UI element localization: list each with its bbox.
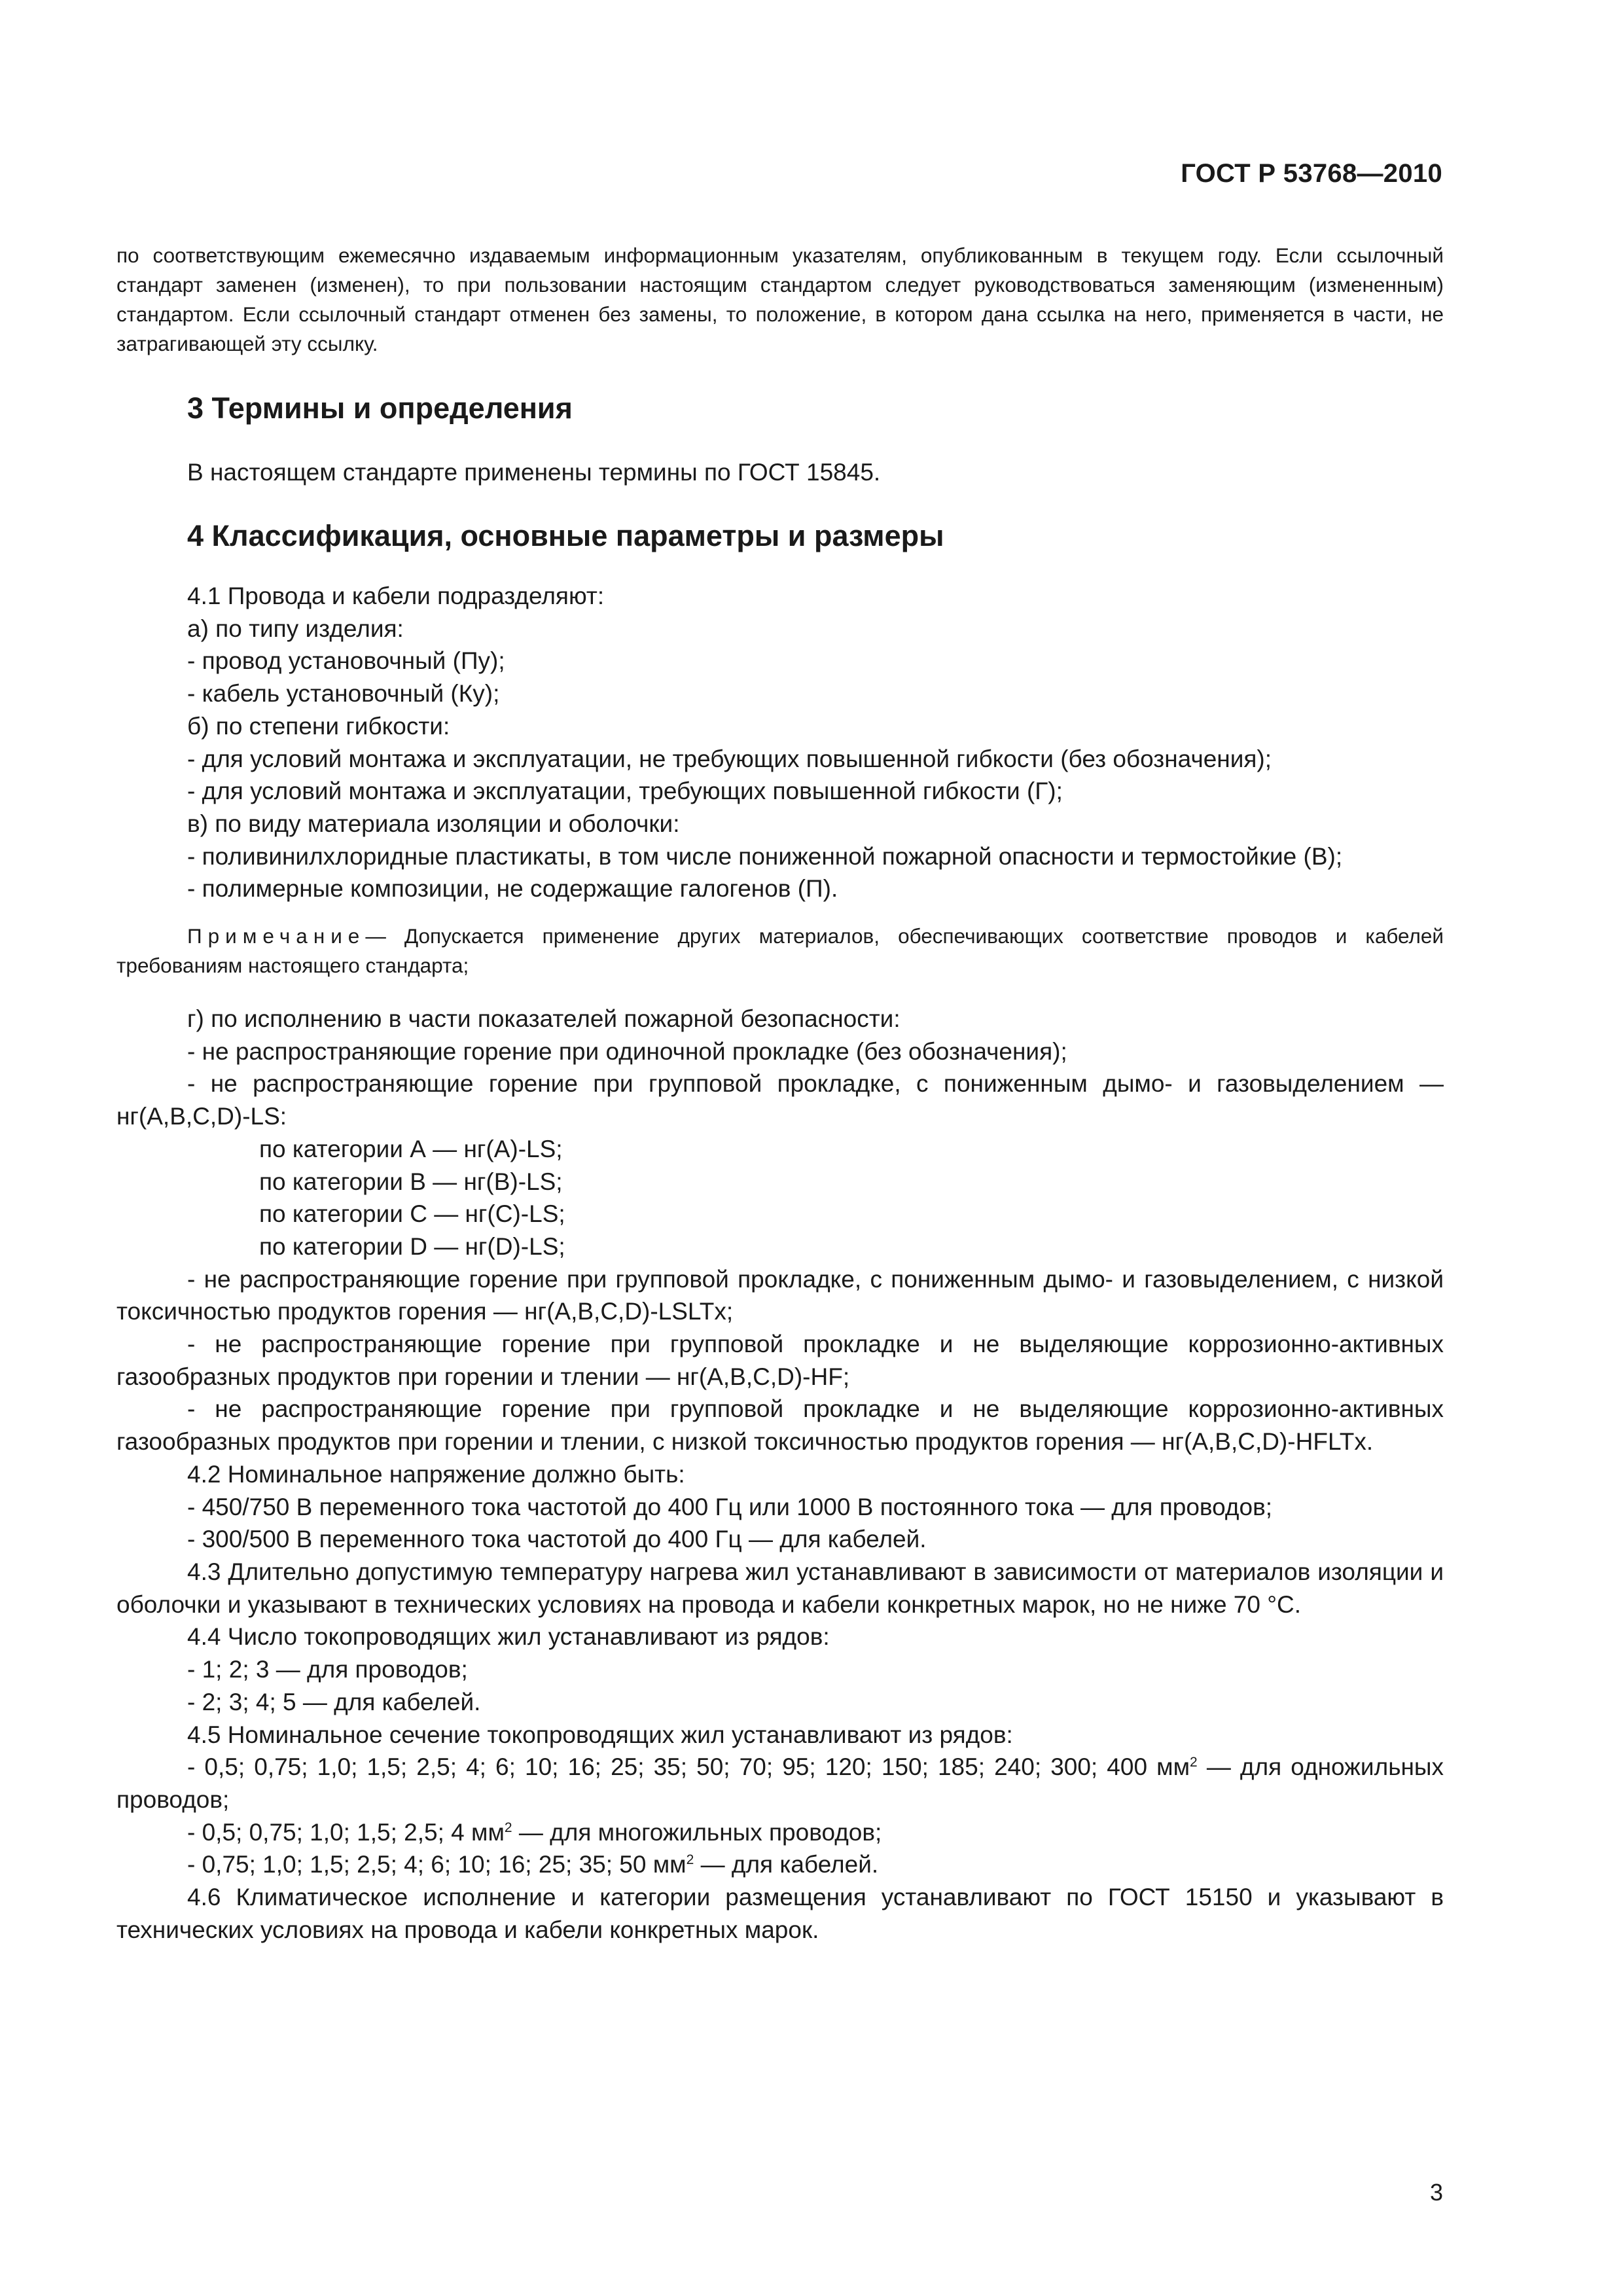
clause-line: - полимерные композиции, не содержащие галогенов (П). (187, 875, 838, 903)
clause-line: 4.4 Число токопроводящих жил устанавливают из рядов: (187, 1623, 830, 1651)
unit-exponent: 2 (504, 1820, 512, 1835)
cross-section-target: — для кабелей. (694, 1851, 879, 1878)
note-text: — Допускается применение других материалов, обеспечивающих соответствие проводов и кабелей требованиям настоящего стандарта; (116, 924, 1444, 978)
cross-section-values: - 0,5; 0,75; 1,0; 1,5; 2,5; 4 мм (187, 1818, 505, 1846)
clause-line: - 1; 2; 3 — для проводов; (187, 1656, 468, 1683)
category-line: по категории C — нг(C)-LS; (259, 1200, 565, 1228)
section-4-title: 4 Классификация, основные параметры и размеры (187, 519, 944, 552)
clause-line: - не распространяющие горение при групповой прокладке и не выделяющие коррозионно-активных газообразных продуктов при горении и тлении, с низкой токсичностью продуктов горения — нг(A,B,C,D)-HFLTx. (116, 1395, 1444, 1456)
clause-line: б) по степени гибкости: (187, 712, 450, 740)
clause-line: а) по типу изделия: (187, 615, 404, 642)
cross-section-values: - 0,75; 1,0; 1,5; 2,5; 4; 6; 10; 16; 25; 35; 50 мм (187, 1851, 687, 1878)
cross-section-row (116, 1751, 1444, 1816)
unit-exponent: 2 (686, 1852, 694, 1868)
intro-paragraph: по соответствующим ежемесячно издаваемым информационным указателям, опубликованным в текущем году. Если ссылочный стандарт заменен (изменен), то при пользовании настоящим стандартом следует руководствоваться заменяющим (измененным) стандартом. Если ссылочный стандарт отменен без замены, то положение, в котором дана ссылка на него, применяется в части, не затрагивающей эту ссылку. (116, 243, 1444, 355)
clause-line: - кабель установочный (Ку); (187, 680, 500, 708)
unit-exponent: 2 (1190, 1755, 1198, 1770)
clause-line: - 450/750 В переменного тока частотой до 400 Гц или 1000 В постоянного тока — для проводов; (187, 1493, 1273, 1520)
cross-section-target: — для одножильных проводов; (116, 1753, 1444, 1813)
clause-line: - не распространяющие горение при групповой прокладке и не выделяющие коррозионно-активных газообразных продуктов при горении и тлении — нг(A,B,C,D)-HF; (116, 1331, 1444, 1390)
clause-line: - 2; 3; 4; 5 — для кабелей. (187, 1688, 481, 1715)
cross-section-values: - 0,5; 0,75; 1,0; 1,5; 2,5; 4; 6; 10; 16; 25; 35; 50; 70; 95; 120; 150; 185; 240; 300; 400 мм (187, 1753, 1190, 1781)
clause-line: - не распространяющие горение при одиночной прокладке (без обозначения); (187, 1037, 1067, 1065)
clause-line: - провод установочный (Пу); (187, 647, 505, 675)
intro-paragraph-block (116, 241, 1444, 359)
clause-line: г) по исполнению в части показателей пожарной безопасности: (187, 1005, 901, 1033)
category-line: по категории А — нг(A)-LS; (259, 1135, 563, 1162)
section-4-body (116, 580, 1444, 1946)
clause-line: - не распространяющие горение при групповой прокладке, с пониженным дымо- и газовыделением — нг(A,B,C,D)-LS: (116, 1070, 1444, 1130)
note-block (116, 922, 1444, 980)
note-label: Примечание (187, 924, 366, 948)
clause-line: 4.1 Провода и кабели подразделяют: (187, 583, 605, 609)
cross-section-target: — для многожильных проводов; (512, 1818, 882, 1846)
clause-line: в) по виду материала изоляции и оболочки: (187, 810, 680, 837)
clause-line: 4.5 Номинальное сечение токопроводящих жил устанавливают из рядов: (187, 1721, 1013, 1748)
clause-line: - не распространяющие горение при групповой прокладке, с пониженным дымо- и газовыделением, с низкой токсичностью продуктов горения — нг(A,B,C,D)-LSLTx; (116, 1265, 1444, 1325)
clause-line: 4.6 Климатическое исполнение и категории размещения устанавливают по ГОСТ 15150 и указывают в технических условиях на провода и кабели конкретных марок. (116, 1884, 1444, 1943)
page-number: 3 (1429, 2179, 1443, 2206)
clause-line: - для условий монтажа и эксплуатации, требующих повышенной гибкости (Г); (187, 778, 1063, 805)
clause-line: 4.3 Длительно допустимую температуру нагрева жил устанавливают в зависимости от материалов изоляции и оболочки и указывают в технических условиях на провода и кабели конкретных марок, но не ниже 70 °С. (116, 1558, 1444, 1618)
cross-section-row (116, 1816, 1444, 1849)
standard-header: ГОСТ Р 53768—2010 (1181, 159, 1442, 188)
section-3-text: В настоящем стандарте применены термины по ГОСТ 15845. (187, 459, 881, 486)
cross-section-row (116, 1848, 1444, 1881)
clause-line: - поливинилхлоридные пластикаты, в том числе пониженной пожарной опасности и термостойкие (В); (187, 842, 1343, 870)
category-line: по категории B — нг(B)-LS; (259, 1168, 563, 1195)
clause-line: 4.2 Номинальное напряжение должно быть: (187, 1460, 685, 1488)
clause-line: - для условий монтажа и эксплуатации, не требующих повышенной гибкости (без обозначения); (187, 745, 1272, 772)
clause-line: - 300/500 В переменного тока частотой до 400 Гц — для кабелей. (187, 1526, 927, 1553)
category-line: по категории D — нг(D)-LS; (259, 1232, 565, 1260)
section-3-title: 3 Термины и определения (187, 391, 573, 425)
